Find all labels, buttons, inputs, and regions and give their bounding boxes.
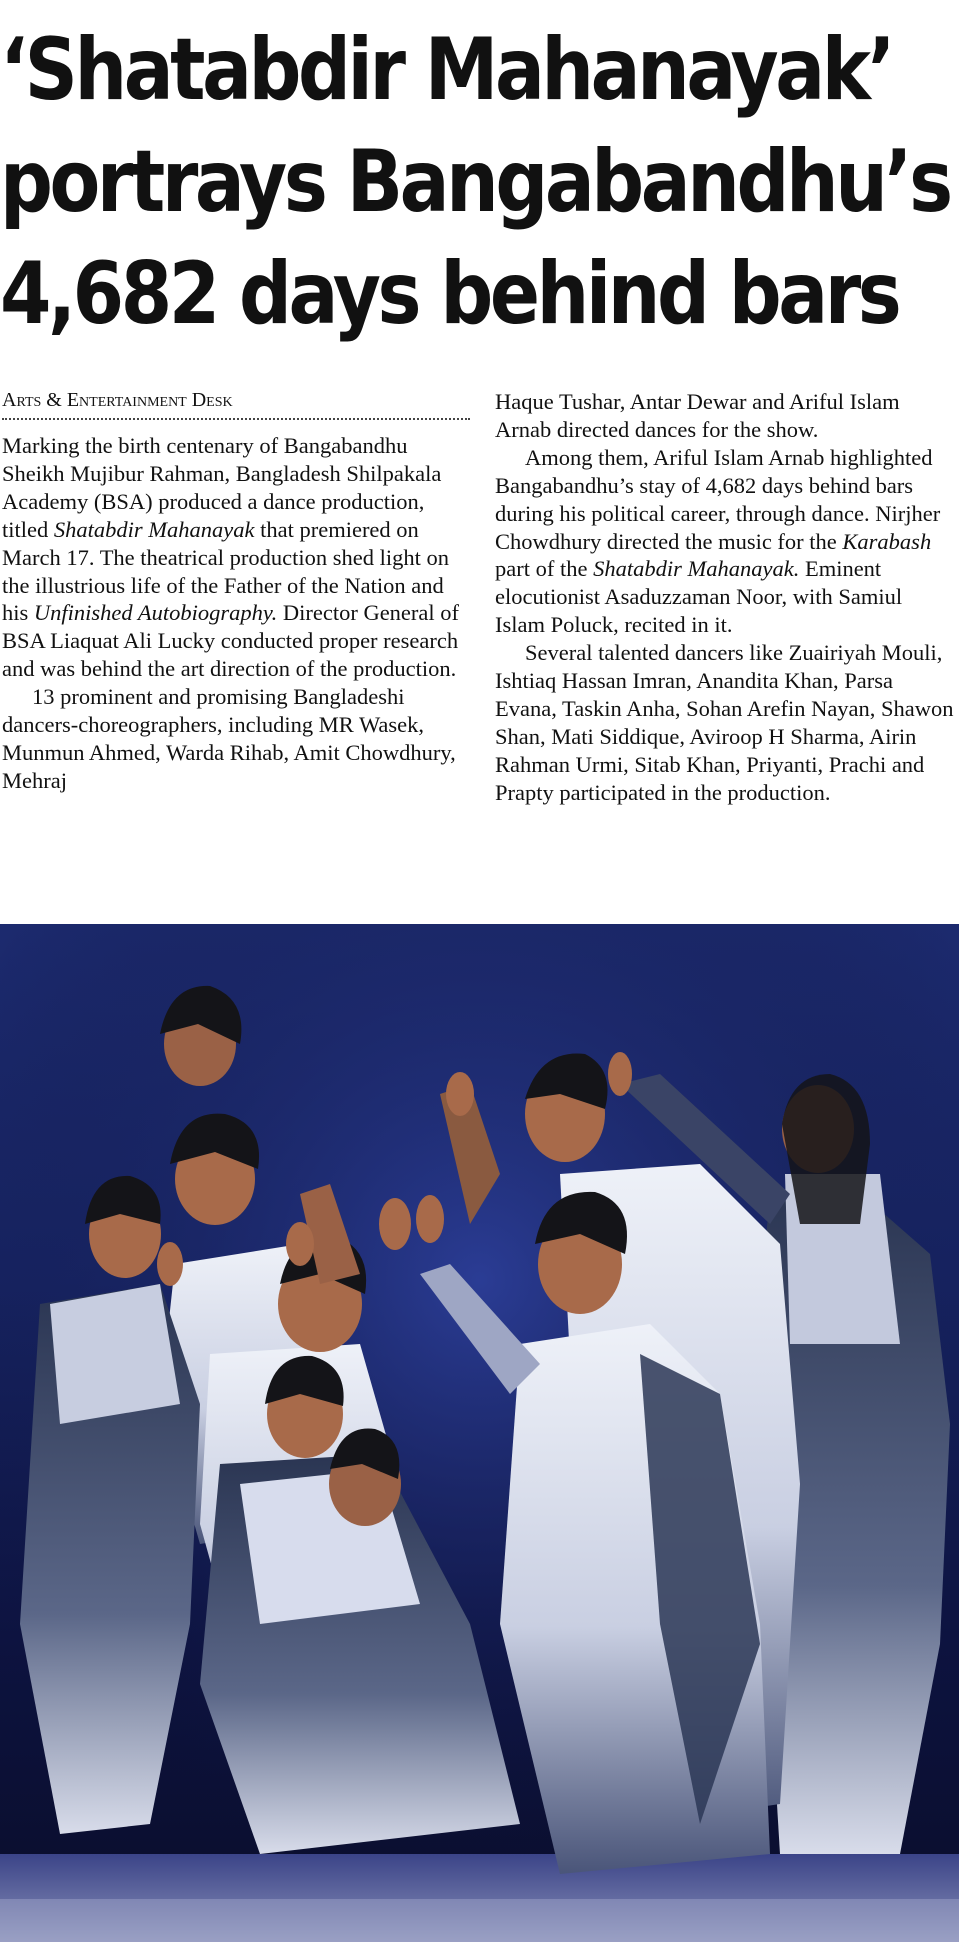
p1-text-b: that premiered on March 17. The theatrical production shed light on the illustrious life of the Father of the Nation and his (2, 516, 449, 626)
headline (0, 14, 950, 350)
dancers-photo (0, 924, 959, 1942)
article-column-right (495, 388, 957, 807)
floor-reflection (0, 1899, 959, 1942)
production-title-2: Shatabdir Mahanayak. (593, 556, 800, 582)
byline: Arts & Entertainment Desk (2, 389, 470, 420)
p1-text-a: Marking the birth centenary of Bangabandhu Sheikh Mujibur Rahman, Bangladesh Shilpakala Academy (BSA) produced a dance production, titled (2, 433, 442, 542)
paragraph-2-continued: Haque Tushar, Antar Dewar and Ariful Islam Arnab directed dances for the show. (495, 389, 900, 442)
p1-text-c: Director General of BSA Liaquat Ali Lucky conducted proper research and was behind the art direction of the production. (2, 600, 460, 682)
paragraph-2: 13 prominent and promising Bangladeshi dancers-choreographers, including MR Wasek, Munmun Ahmed, Warda Rihab, Amit Chowdhury, Mehraj (2, 684, 456, 793)
p3-text-c: Eminent elocutionist Asaduzzaman Noor, with Samiul Islam Poluck, recited in it. (495, 556, 903, 638)
part-title: Karabash (842, 528, 932, 554)
paragraph-3 (495, 444, 957, 639)
p3-text-a: Among them, Ariful Islam Arnab highlighted Bangabandhu’s stay of 4,682 days behind bars during his political career, through dance. Nirjher Chowdhury directed the music for the (495, 444, 941, 554)
paragraph-1 (2, 432, 472, 683)
article-column-left (2, 432, 472, 795)
headline-line-3: 4,682 days behind bars (0, 244, 899, 344)
headline-line-1: ‘Shatabdir Mahanayak’ (0, 20, 893, 120)
headline-line-2: portrays Bangabandhu’s (0, 132, 950, 232)
book-title: Unfinished Autobiography. (33, 600, 278, 626)
p3-text-b: part of the (495, 556, 594, 582)
dancers-illustration (0, 924, 959, 1942)
production-title: Shatabdir Mahanayak (53, 516, 255, 542)
paragraph-4: Several talented dancers like Zuairiyah Mouli, Ishtiaq Hassan Imran, Anandita Khan, Parsa Evana, Taskin Anha, Sohan Arefin Nayan, Shawon Shan, Mati Siddique, Aviroop H Sharma, Airin Rahman Urmi, Sitab Khan, Priyanti, Prachi and Prapty participated in the production. (495, 640, 954, 805)
